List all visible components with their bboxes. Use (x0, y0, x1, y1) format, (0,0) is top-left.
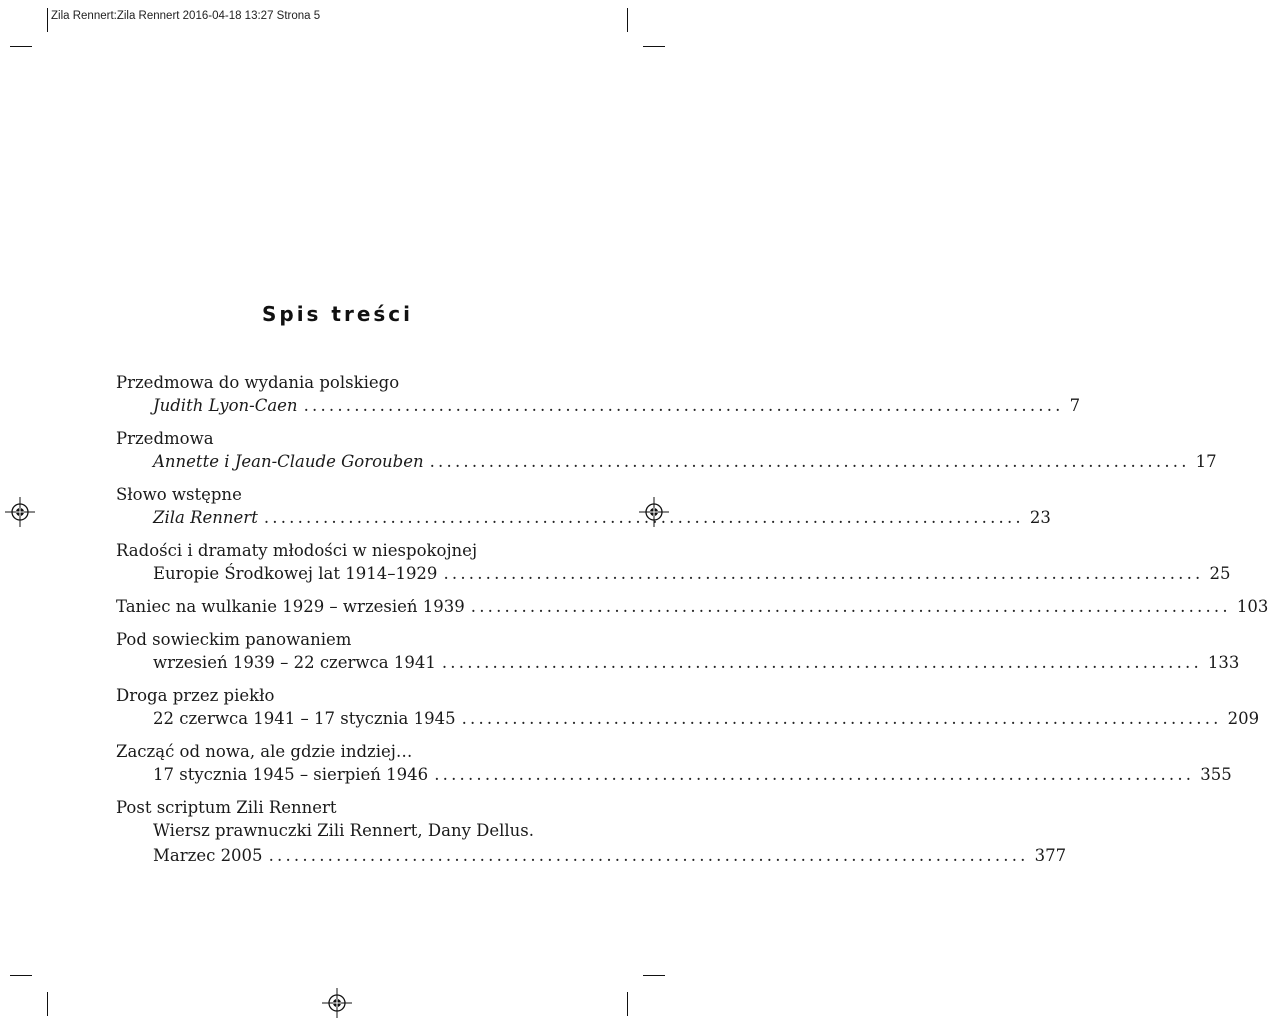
toc-entry-heading: Pod sowieckim panowaniem (116, 630, 352, 649)
toc-entry-row (153, 709, 1260, 729)
dot-leader: .......................................................................................... (441, 653, 1202, 672)
crop-mark (643, 46, 665, 47)
toc-page-number: 377 (1034, 846, 1067, 865)
crop-mark (47, 8, 48, 32)
dot-leader: .......................................................................................... (303, 396, 1064, 415)
toc-entry-subtitle: Wiersz prawnuczki Zili Rennert, Dany Dellus. (153, 821, 535, 840)
toc-entry-row (153, 765, 1232, 785)
toc-entry-heading: Przedmowa do wydania polskiego (116, 373, 400, 392)
toc-entry-subtitle: Marzec 2005 (153, 846, 263, 865)
toc-entry-subtitle: 17 stycznia 1945 – sierpień 1946 (153, 765, 429, 784)
toc-entry-heading: Post scriptum Zili Rennert (116, 798, 337, 817)
toc-entry-subtitle: wrzesień 1939 – 22 czerwca 1941 (153, 653, 436, 672)
toc-entry-row (153, 653, 1240, 673)
toc-entry-author: Zila Rennert (153, 508, 258, 527)
toc-entry-row (153, 846, 1067, 866)
toc-entry-row (153, 564, 1231, 584)
dot-leader: .......................................................................................... (461, 709, 1222, 728)
toc-page-number: 25 (1209, 564, 1231, 583)
toc-entry-heading: Słowo wstępne (116, 485, 242, 504)
toc-entry-row (153, 508, 1051, 528)
printer-slug: Zila Rennert:Zila Rennert 2016-04-18 13:27 Strona 5 (51, 10, 321, 22)
toc-entry-heading: Droga przez piekło (116, 686, 275, 705)
toc-entry-subtitle: Europie Środkowej lat 1914–1929 (153, 564, 438, 583)
toc-entry-subtitle: 22 czerwca 1941 – 17 stycznia 1945 (153, 709, 456, 728)
toc-page-number: 17 (1195, 452, 1217, 471)
crop-mark (627, 992, 628, 1016)
toc-entry-row (153, 452, 1217, 472)
toc-page-number: 133 (1207, 653, 1240, 672)
toc-entry-heading: Przedmowa (116, 429, 214, 448)
toc-entry-heading: Zacząć od nowa, ale gdzie indziej… (116, 742, 413, 761)
crop-mark (643, 975, 665, 976)
dot-leader: .......................................................................................... (443, 564, 1204, 583)
toc-page-number: 7 (1069, 396, 1081, 415)
toc-page-number: 355 (1200, 765, 1232, 784)
toc-page-number: 209 (1227, 709, 1260, 728)
page-title: Spis treści (261, 302, 414, 326)
registration-mark-icon (5, 497, 35, 527)
toc-page-number: 23 (1029, 508, 1051, 527)
dot-leader: .......................................................................................... (268, 846, 1029, 865)
dot-leader: .......................................................................................... (470, 597, 1231, 616)
toc-entry-author: Judith Lyon-Caen (153, 396, 298, 415)
dot-leader: .......................................................................................... (434, 765, 1195, 784)
crop-mark (10, 975, 32, 976)
toc-entry-row (153, 396, 1081, 416)
crop-mark (10, 46, 32, 47)
toc-page-number: 103 (1236, 597, 1268, 616)
toc-entry-author: Annette i Jean-Claude Gorouben (153, 452, 424, 471)
toc-entry-heading: Taniec na wulkanie 1929 – wrzesień 1939 (116, 597, 465, 616)
dot-leader: .......................................................................................... (263, 508, 1024, 527)
registration-mark-icon (322, 988, 352, 1018)
toc-entry-heading: Radości i dramaty młodości w niespokojnej (116, 541, 478, 560)
toc-entry-row (116, 597, 1268, 617)
crop-mark (47, 992, 48, 1016)
crop-mark (627, 8, 628, 32)
dot-leader: .......................................................................................... (429, 452, 1190, 471)
